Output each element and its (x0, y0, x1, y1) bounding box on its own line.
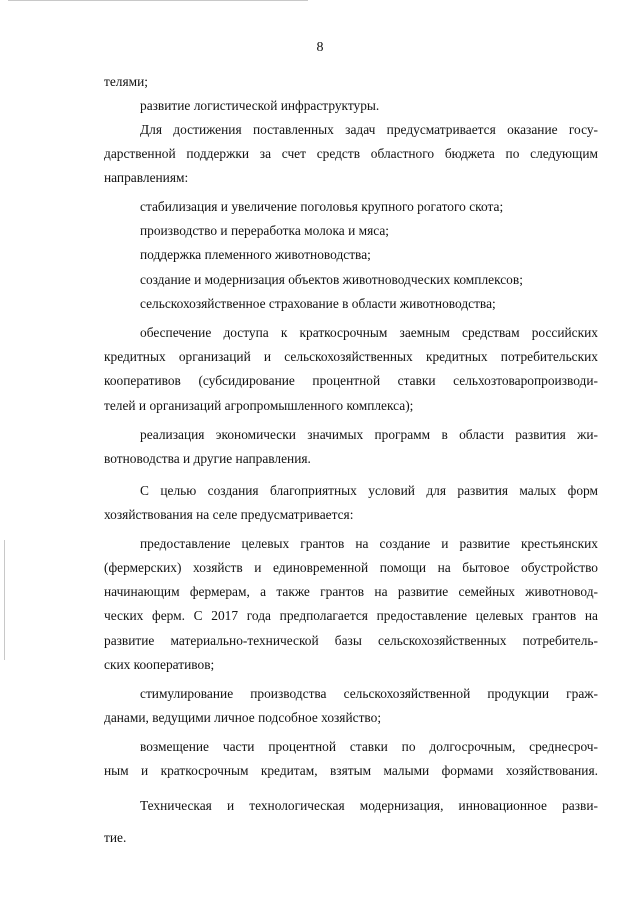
text-line: вотноводства и другие направления. (104, 451, 311, 466)
page-number: 8 (316, 40, 324, 55)
text-line: возмещение части процентной ставки по долгосрочным, среднесроч- (140, 739, 598, 754)
text-line: реализация экономически значимых программ в области развития жи- (140, 427, 598, 442)
text-line: производство и переработка молока и мяса; (140, 223, 389, 238)
text-line: обеспечение доступа к краткосрочным заемным средствам российских (140, 325, 598, 340)
text-line: развитие материально-технической базы сельскохозяйственных потребитель- (104, 633, 598, 648)
text-line: телей и организаций агропромышленного комплекса); (104, 398, 414, 413)
text-line: тие. (104, 830, 127, 845)
text-line: (фермерских) хозяйств и единовременной помощи на бытовое обустройство (104, 560, 598, 575)
text-line: Техническая и технологическая модернизация, инновационное разви- (140, 798, 598, 813)
text-line: стимулирование производства сельскохозяйственной продукции граж- (140, 686, 598, 701)
text-line: кредитных организаций и сельскохозяйственных кредитных потребительских (104, 349, 598, 364)
text-line: предоставление целевых грантов на создание и развитие крестьянских (140, 536, 598, 551)
text-line: сельскохозяйственное страхование в области животноводства; (140, 296, 496, 311)
text-line: телями; (104, 74, 148, 89)
text-line: ным и краткосрочным кредитам, взятым малыми формами хозяйствования. (104, 763, 598, 778)
scan-artifact-top (8, 0, 308, 1)
text-line: создание и модернизация объектов животноводческих комплексов; (140, 272, 523, 287)
text-line: ских кооперативов; (104, 657, 215, 672)
text-line: Для достижения поставленных задач предусматривается оказание госу- (140, 122, 598, 137)
text-line: развитие логистической инфраструктуры. (140, 98, 380, 113)
scan-artifact-left (4, 540, 5, 660)
text-line: С целью создания благоприятных условий для развития малых форм (140, 483, 598, 498)
text-line: начинающим фермерам, а также грантов на развитие семейных животновод- (104, 584, 598, 599)
text-line: кооперативов (субсидирование процентной ставки сельхозтоваропроизводи- (104, 373, 598, 388)
text-line: данами, ведущими личное подсобное хозяйство; (104, 710, 382, 725)
text-line: поддержка племенного животноводства; (140, 247, 371, 262)
text-line: направлениям: (104, 170, 189, 185)
text-line: хозяйствования на селе предусматривается: (104, 507, 354, 522)
text-line: стабилизация и увеличение поголовья крупного рогатого скота; (140, 199, 504, 214)
text-line: ческих ферм. С 2017 года предполагается предоставление целевых грантов на (104, 608, 598, 623)
text-line: дарственной поддержки за счет средств областного бюджета по следующим (104, 146, 598, 161)
